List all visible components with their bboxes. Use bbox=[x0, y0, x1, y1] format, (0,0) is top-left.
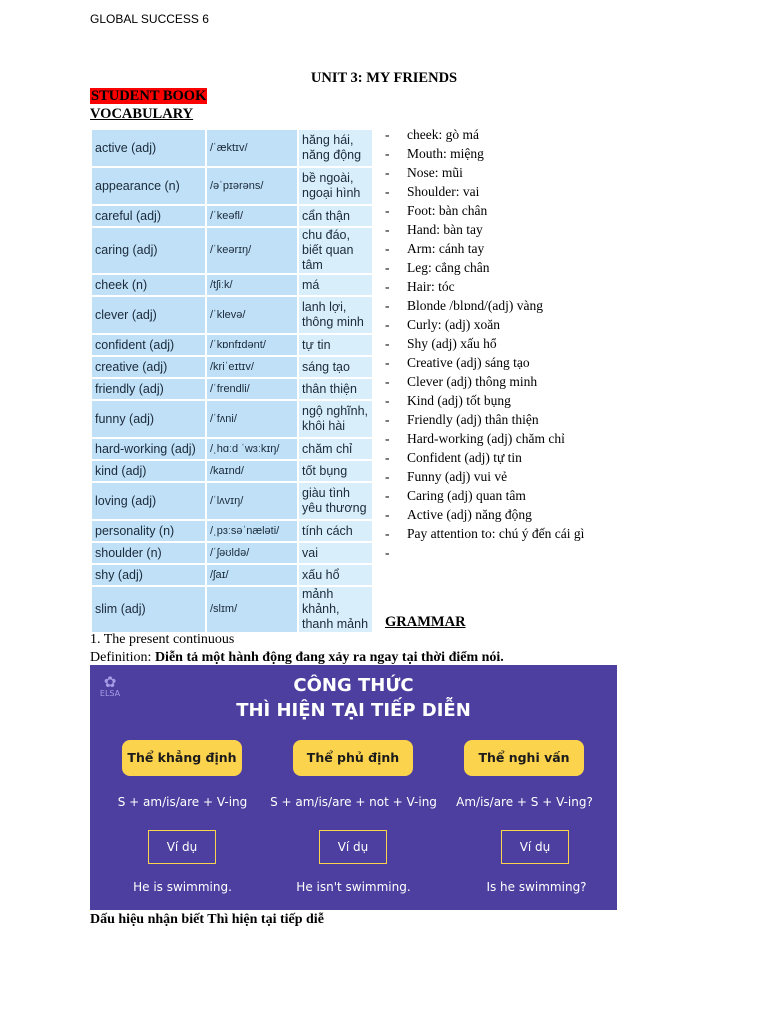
vocab-word: friendly (adj) bbox=[91, 378, 206, 400]
affirmative-example: He is swimming. bbox=[133, 880, 232, 894]
vocab-meaning: lanh lợi, thông minh bbox=[298, 296, 373, 334]
vocab-list-item bbox=[385, 391, 584, 410]
vocab-ipa: /ˌpɜːsəˈnæləti/ bbox=[206, 520, 298, 542]
negative-formula: S + am/is/are + not + V-ing bbox=[270, 795, 437, 809]
vocab-meaning: chăm chỉ bbox=[298, 438, 373, 460]
list-dash: - bbox=[385, 222, 390, 237]
vocab-list-text: Kind (adj) tốt bụng bbox=[407, 393, 511, 408]
list-dash: - bbox=[385, 545, 390, 560]
vocab-row bbox=[91, 296, 373, 334]
vocab-list-item bbox=[385, 182, 584, 201]
vocab-meaning: vai bbox=[298, 542, 373, 564]
vocab-word: creative (adj) bbox=[91, 356, 206, 378]
vocab-list-item bbox=[385, 125, 584, 144]
vocab-ipa: /ˈfʌni/ bbox=[206, 400, 298, 438]
vocab-row bbox=[91, 356, 373, 378]
vocab-list-text: Shy (adj) xấu hổ bbox=[407, 336, 497, 351]
definition bbox=[90, 650, 504, 666]
list-dash: - bbox=[385, 203, 390, 218]
vocab-row bbox=[91, 129, 373, 167]
negative-example-label: Ví dụ bbox=[319, 830, 387, 864]
unit-title: UNIT 3: MY FRIENDS bbox=[310, 70, 458, 86]
list-dash: - bbox=[385, 127, 390, 142]
list-dash: - bbox=[385, 469, 390, 484]
vocab-word: slim (adj) bbox=[91, 586, 206, 633]
vocab-row bbox=[91, 482, 373, 520]
vocab-meaning: tính cách bbox=[298, 520, 373, 542]
vocab-meaning: má bbox=[298, 274, 373, 296]
vocab-meaning: ngộ nghĩnh, khôi hài bbox=[298, 400, 373, 438]
vocab-list-item bbox=[385, 315, 584, 334]
signs-heading: Dấu hiệu nhận biết Thì hiện tại tiếp diễ bbox=[90, 912, 324, 927]
vocab-list-text: Mouth: miệng bbox=[407, 146, 484, 161]
vocab-ipa: /ˈfrendli/ bbox=[206, 378, 298, 400]
vocab-list-text: Curly: (adj) xoăn bbox=[407, 317, 500, 332]
vocab-word: funny (adj) bbox=[91, 400, 206, 438]
vocab-list-item bbox=[385, 372, 584, 391]
vocab-list-item bbox=[385, 144, 584, 163]
vocab-list-text: Clever (adj) thông minh bbox=[407, 374, 538, 389]
vocab-list-text: Confident (adj) tự tin bbox=[407, 450, 522, 465]
list-dash: - bbox=[385, 279, 390, 294]
vocab-row bbox=[91, 586, 373, 633]
vocab-word: kind (adj) bbox=[91, 460, 206, 482]
list-dash: - bbox=[385, 355, 390, 370]
vocab-row bbox=[91, 564, 373, 586]
negative-example: He isn't swimming. bbox=[296, 880, 411, 894]
lotus-icon: ✿ bbox=[103, 673, 117, 691]
vocab-word: cheek (n) bbox=[91, 274, 206, 296]
vocab-list-text: Leg: cẳng chân bbox=[407, 260, 490, 275]
vocabulary-table bbox=[90, 128, 374, 634]
vocab-list-text: cheek: gò má bbox=[407, 127, 479, 142]
list-dash: - bbox=[385, 241, 390, 256]
vocab-row bbox=[91, 542, 373, 564]
banner-title-line2: THÌ HIỆN TẠI TIẾP DIỄN bbox=[236, 700, 471, 721]
vocabulary-heading: VOCABULARY bbox=[90, 106, 194, 122]
vocab-word: shoulder (n) bbox=[91, 542, 206, 564]
vocab-list-text: Hand: bàn tay bbox=[407, 222, 483, 237]
interrogative-example: Is he swimming? bbox=[486, 880, 587, 894]
formula-banner bbox=[90, 665, 617, 910]
vocab-list-item bbox=[385, 239, 584, 258]
vocab-list-item bbox=[385, 429, 584, 448]
vocab-word: clever (adj) bbox=[91, 296, 206, 334]
definition-text: Diễn tả một hành động đang xảy ra ngay tại thời điểm nói. bbox=[154, 650, 504, 665]
vocab-list-text: Hair: tóc bbox=[407, 279, 455, 294]
negative-heading: Thể phủ định bbox=[293, 740, 413, 776]
interrogative-heading: Thể nghi vấn bbox=[464, 740, 584, 776]
list-dash: - bbox=[385, 526, 390, 541]
list-dash: - bbox=[385, 317, 390, 332]
list-dash: - bbox=[385, 260, 390, 275]
vocab-word: hard-working (adj) bbox=[91, 438, 206, 460]
list-dash: - bbox=[385, 393, 390, 408]
vocab-row bbox=[91, 378, 373, 400]
list-dash: - bbox=[385, 507, 390, 522]
vocab-word: caring (adj) bbox=[91, 227, 206, 274]
vocab-meaning: tự tin bbox=[298, 334, 373, 356]
vocab-list-item bbox=[385, 258, 584, 277]
list-dash: - bbox=[385, 298, 390, 313]
list-dash: - bbox=[385, 184, 390, 199]
vocab-list-item bbox=[385, 486, 584, 505]
list-dash: - bbox=[385, 431, 390, 446]
vocab-list-item bbox=[385, 201, 584, 220]
vocab-list-item bbox=[385, 410, 584, 429]
vocab-row bbox=[91, 167, 373, 205]
vocab-ipa: /slɪm/ bbox=[206, 586, 298, 633]
list-dash: - bbox=[385, 146, 390, 161]
vocab-list-item bbox=[385, 334, 584, 353]
vocab-row bbox=[91, 274, 373, 296]
list-dash: - bbox=[385, 450, 390, 465]
vocab-ipa: /tʃiːk/ bbox=[206, 274, 298, 296]
vocab-ipa: /ˈæktɪv/ bbox=[206, 129, 298, 167]
affirmative-formula: S + am/is/are + V-ing bbox=[117, 795, 248, 809]
vocab-list-text: Foot: bàn chân bbox=[407, 203, 488, 218]
vocab-meaning: xấu hổ bbox=[298, 564, 373, 586]
page-header: GLOBAL SUCCESS 6 bbox=[90, 12, 209, 26]
present-continuous-heading: 1. The present continuous bbox=[90, 632, 235, 647]
vocab-ipa: /ˈkeəfl/ bbox=[206, 205, 298, 227]
vocab-list-text: Funny (adj) vui vẻ bbox=[407, 469, 508, 484]
vocab-ipa: /ˈkɒnfɪdənt/ bbox=[206, 334, 298, 356]
vocab-row bbox=[91, 520, 373, 542]
vocab-meaning: giàu tình yêu thương bbox=[298, 482, 373, 520]
vocab-list-text: Blonde /blɒnd/(adj) vàng bbox=[407, 298, 544, 313]
vocabulary-list bbox=[385, 125, 584, 562]
vocab-ipa: /ˈlʌvɪŋ/ bbox=[206, 482, 298, 520]
vocab-meaning: mảnh khảnh, thanh mảnh bbox=[298, 586, 373, 633]
vocab-list-text: Arm: cánh tay bbox=[407, 241, 485, 256]
list-dash: - bbox=[385, 165, 390, 180]
vocab-meaning: sáng tạo bbox=[298, 356, 373, 378]
list-dash: - bbox=[385, 488, 390, 503]
vocab-list-item bbox=[385, 220, 584, 239]
grammar-heading: GRAMMAR bbox=[385, 614, 466, 630]
banner-title-line1: CÔNG THỨC bbox=[293, 675, 414, 696]
vocab-ipa: /əˈpɪərəns/ bbox=[206, 167, 298, 205]
vocab-list-item bbox=[385, 505, 584, 524]
student-book-label: STUDENT BOOK bbox=[91, 88, 207, 104]
vocab-row bbox=[91, 334, 373, 356]
vocab-row bbox=[91, 205, 373, 227]
vocab-word: confident (adj) bbox=[91, 334, 206, 356]
vocab-meaning: cẩn thận bbox=[298, 205, 373, 227]
vocab-row bbox=[91, 460, 373, 482]
vocab-ipa: /ˈʃəʊldə/ bbox=[206, 542, 298, 564]
vocab-list-text: Friendly (adj) thân thiện bbox=[407, 412, 539, 427]
vocab-list-item bbox=[385, 163, 584, 182]
vocab-meaning: chu đáo, biết quan tâm bbox=[298, 227, 373, 274]
vocab-word: careful (adj) bbox=[91, 205, 206, 227]
vocab-word: active (adj) bbox=[91, 129, 206, 167]
vocab-list-text: Hard-working (adj) chăm chỉ bbox=[407, 431, 565, 446]
elsa-logo-text: ELSA bbox=[99, 689, 121, 698]
vocab-list-text: Pay attention to: chú ý đến cái gì bbox=[407, 526, 585, 541]
vocab-meaning: thân thiện bbox=[298, 378, 373, 400]
vocab-list-item bbox=[385, 353, 584, 372]
vocab-row bbox=[91, 227, 373, 274]
vocab-list-item bbox=[385, 277, 584, 296]
interrogative-formula: Am/is/are + S + V-ing? bbox=[456, 795, 593, 809]
vocab-row bbox=[91, 400, 373, 438]
vocab-list-item bbox=[385, 543, 584, 562]
vocab-list-text: Caring (adj) quan tâm bbox=[407, 488, 526, 503]
vocab-list-text: Creative (adj) sáng tạo bbox=[407, 355, 530, 370]
vocab-meaning: tốt bụng bbox=[298, 460, 373, 482]
vocab-meaning: hăng hái, năng động bbox=[298, 129, 373, 167]
vocab-word: loving (adj) bbox=[91, 482, 206, 520]
vocab-list-item bbox=[385, 467, 584, 486]
vocab-meaning: bề ngoài, ngoại hình bbox=[298, 167, 373, 205]
vocab-list-item bbox=[385, 524, 584, 543]
vocab-list-text: Active (adj) năng động bbox=[407, 507, 532, 522]
vocab-ipa: /ˌhɑːd ˈwɜːkɪŋ/ bbox=[206, 438, 298, 460]
vocab-list-text: Nose: mũi bbox=[407, 165, 463, 180]
vocab-word: shy (adj) bbox=[91, 564, 206, 586]
interrogative-example-label: Ví dụ bbox=[501, 830, 569, 864]
vocab-word: appearance (n) bbox=[91, 167, 206, 205]
vocab-row bbox=[91, 438, 373, 460]
vocab-list-text: Shoulder: vai bbox=[407, 184, 480, 199]
list-dash: - bbox=[385, 336, 390, 351]
vocab-word: personality (n) bbox=[91, 520, 206, 542]
affirmative-example-label: Ví dụ bbox=[148, 830, 216, 864]
list-dash: - bbox=[385, 374, 390, 389]
vocab-list-item bbox=[385, 448, 584, 467]
list-dash: - bbox=[385, 412, 390, 427]
vocab-list-item bbox=[385, 296, 584, 315]
vocab-ipa: /ˈkeərɪŋ/ bbox=[206, 227, 298, 274]
affirmative-heading: Thể khẳng định bbox=[122, 740, 242, 776]
vocab-ipa: /kriˈeɪtɪv/ bbox=[206, 356, 298, 378]
vocab-ipa: /kaɪnd/ bbox=[206, 460, 298, 482]
vocab-ipa: /ˈklevə/ bbox=[206, 296, 298, 334]
definition-label: Definition: bbox=[90, 650, 152, 665]
vocab-ipa: /ʃaɪ/ bbox=[206, 564, 298, 586]
